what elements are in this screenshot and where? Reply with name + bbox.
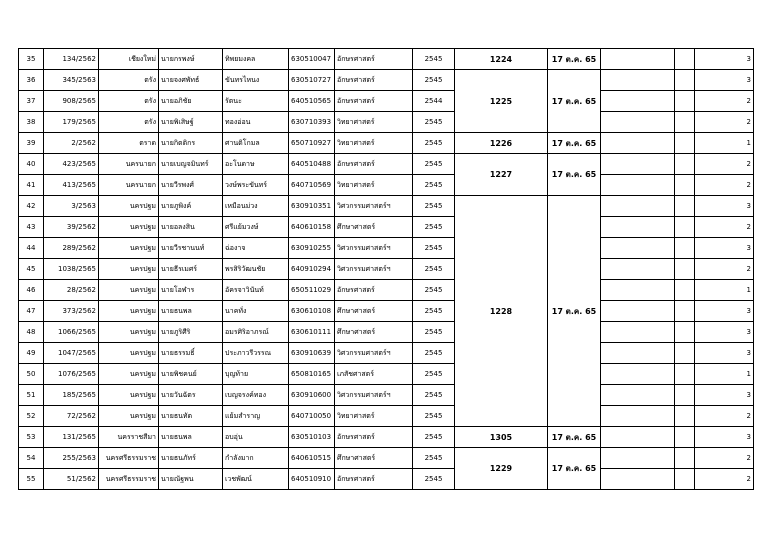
table-row xyxy=(19,133,754,154)
faculty-cell: เภสัชศาสตร์ xyxy=(335,364,413,385)
count-cell: 3 xyxy=(695,427,754,448)
province-cell: ตรัง xyxy=(99,70,159,91)
row-number-cell: 54 xyxy=(19,448,44,469)
row-number-cell: 44 xyxy=(19,238,44,259)
empty-cell-b xyxy=(675,343,695,364)
empty-cell-a xyxy=(601,427,675,448)
table-row xyxy=(19,469,754,490)
faculty-cell: อักษรศาสตร์ xyxy=(335,154,413,175)
count-cell: 2 xyxy=(695,112,754,133)
empty-cell-a xyxy=(601,448,675,469)
last-name-cell: เบญจรงค์ทอง xyxy=(223,385,289,406)
first-name-cell: นายภูริศีริ xyxy=(159,322,223,343)
table-row xyxy=(19,448,754,469)
group-date-cell: 17 ต.ค. 65 xyxy=(548,154,601,196)
table-row xyxy=(19,301,754,322)
student-id-cell: 650710927 xyxy=(289,133,335,154)
first-name-cell: นายธนพล xyxy=(159,301,223,322)
group-number-cell: 1224 xyxy=(455,49,548,70)
case-code-cell: 1038/2565 xyxy=(44,259,99,280)
faculty-cell: อักษรศาสตร์ xyxy=(335,469,413,490)
faculty-cell: อักษรศาสตร์ xyxy=(335,70,413,91)
table-row xyxy=(19,49,754,70)
last-name-cell: ฉ่องาจ xyxy=(223,238,289,259)
group-number-cell: 1226 xyxy=(455,133,548,154)
last-name-cell: อัครจาวินันท์ xyxy=(223,280,289,301)
table-row xyxy=(19,385,754,406)
year-cell: 2545 xyxy=(413,343,455,364)
student-id-cell: 630910351 xyxy=(289,196,335,217)
last-name-cell: นาคทั่ง xyxy=(223,301,289,322)
province-cell: นครปฐม xyxy=(99,259,159,280)
empty-cell-a xyxy=(601,259,675,280)
table-row xyxy=(19,343,754,364)
case-code-cell: 1076/2565 xyxy=(44,364,99,385)
empty-cell-b xyxy=(675,406,695,427)
faculty-cell: วิทยาศาสตร์ xyxy=(335,175,413,196)
year-cell: 2545 xyxy=(413,469,455,490)
year-cell: 2545 xyxy=(413,364,455,385)
empty-cell-b xyxy=(675,91,695,112)
count-cell: 2 xyxy=(695,175,754,196)
student-id-cell: 630510727 xyxy=(289,70,335,91)
province-cell: นครปฐม xyxy=(99,238,159,259)
empty-cell-a xyxy=(601,217,675,238)
student-id-cell: 630710393 xyxy=(289,112,335,133)
empty-cell-b xyxy=(675,133,695,154)
last-name-cell: ประภาวรีวรรณ xyxy=(223,343,289,364)
table-row xyxy=(19,154,754,175)
empty-cell-b xyxy=(675,427,695,448)
first-name-cell: นายธรรมธิ์ xyxy=(159,343,223,364)
faculty-cell: อักษรศาสตร์ xyxy=(335,427,413,448)
table-row xyxy=(19,238,754,259)
first-name-cell: นายภูพิงค์ xyxy=(159,196,223,217)
table-row xyxy=(19,196,754,217)
province-cell: ตราด xyxy=(99,133,159,154)
province-cell: ตรัง xyxy=(99,91,159,112)
year-cell: 2545 xyxy=(413,427,455,448)
year-cell: 2545 xyxy=(413,322,455,343)
row-number-cell: 49 xyxy=(19,343,44,364)
year-cell: 2545 xyxy=(413,175,455,196)
student-id-cell: 640710569 xyxy=(289,175,335,196)
row-number-cell: 47 xyxy=(19,301,44,322)
last-name-cell: เวชพัฒน์ xyxy=(223,469,289,490)
empty-cell-a xyxy=(601,175,675,196)
count-cell: 3 xyxy=(695,49,754,70)
empty-cell-b xyxy=(675,112,695,133)
year-cell: 2545 xyxy=(413,154,455,175)
student-id-cell: 640610515 xyxy=(289,448,335,469)
empty-cell-b xyxy=(675,238,695,259)
empty-cell-b xyxy=(675,175,695,196)
province-cell: นครปฐม xyxy=(99,301,159,322)
province-cell: เชียงใหม่ xyxy=(99,49,159,70)
first-name-cell: นายวันฉัตร xyxy=(159,385,223,406)
empty-cell-a xyxy=(601,91,675,112)
student-id-cell: 630910639 xyxy=(289,343,335,364)
group-date-cell: 17 ต.ค. 65 xyxy=(548,133,601,154)
table-row xyxy=(19,427,754,448)
group-date-cell: 17 ต.ค. 65 xyxy=(548,70,601,133)
case-code-cell: 39/2562 xyxy=(44,217,99,238)
first-name-cell: นายกรพงษ์ xyxy=(159,49,223,70)
case-code-cell: 131/2565 xyxy=(44,427,99,448)
case-code-cell: 1047/2565 xyxy=(44,343,99,364)
count-cell: 1 xyxy=(695,280,754,301)
last-name-cell: บุญท้าย xyxy=(223,364,289,385)
count-cell: 3 xyxy=(695,301,754,322)
faculty-cell: ศึกษาศาสตร์ xyxy=(335,322,413,343)
last-name-cell: อมรศิริอาภรณ์ xyxy=(223,322,289,343)
table-row xyxy=(19,259,754,280)
row-number-cell: 45 xyxy=(19,259,44,280)
first-name-cell: นายกิตติกร xyxy=(159,133,223,154)
faculty-cell: วิศวกรรมศาสตร์ฯ xyxy=(335,238,413,259)
student-id-cell: 640510488 xyxy=(289,154,335,175)
student-id-cell: 630910255 xyxy=(289,238,335,259)
province-cell: นครศรีธรรมราช xyxy=(99,448,159,469)
row-number-cell: 41 xyxy=(19,175,44,196)
faculty-cell: วิทยาศาสตร์ xyxy=(335,406,413,427)
row-number-cell: 46 xyxy=(19,280,44,301)
count-cell: 1 xyxy=(695,364,754,385)
case-code-cell: 345/2563 xyxy=(44,70,99,91)
empty-cell-a xyxy=(601,49,675,70)
year-cell: 2545 xyxy=(413,49,455,70)
case-code-cell: 134/2562 xyxy=(44,49,99,70)
table-row xyxy=(19,91,754,112)
empty-cell-a xyxy=(601,280,675,301)
year-cell: 2545 xyxy=(413,112,455,133)
student-id-cell: 650511029 xyxy=(289,280,335,301)
row-number-cell: 36 xyxy=(19,70,44,91)
count-cell: 3 xyxy=(695,343,754,364)
records-table xyxy=(18,48,754,490)
row-number-cell: 48 xyxy=(19,322,44,343)
count-cell: 1 xyxy=(695,133,754,154)
table-row xyxy=(19,70,754,91)
faculty-cell: ศึกษาศาสตร์ xyxy=(335,217,413,238)
case-code-cell: 373/2562 xyxy=(44,301,99,322)
faculty-cell: วิศวกรรมศาสตร์ฯ xyxy=(335,259,413,280)
empty-cell-b xyxy=(675,196,695,217)
row-number-cell: 53 xyxy=(19,427,44,448)
faculty-cell: อักษรศาสตร์ xyxy=(335,91,413,112)
province-cell: นครราชสีมา xyxy=(99,427,159,448)
row-number-cell: 50 xyxy=(19,364,44,385)
province-cell: นครปฐม xyxy=(99,343,159,364)
year-cell: 2545 xyxy=(413,301,455,322)
faculty-cell: วิศวกรรมศาสตร์ฯ xyxy=(335,196,413,217)
student-id-cell: 640910294 xyxy=(289,259,335,280)
row-number-cell: 39 xyxy=(19,133,44,154)
empty-cell-b xyxy=(675,364,695,385)
count-cell: 2 xyxy=(695,217,754,238)
row-number-cell: 55 xyxy=(19,469,44,490)
count-cell: 3 xyxy=(695,238,754,259)
last-name-cell: รัตนะ xyxy=(223,91,289,112)
province-cell: นครปฐม xyxy=(99,196,159,217)
province-cell: นครปฐม xyxy=(99,385,159,406)
empty-cell-b xyxy=(675,49,695,70)
empty-cell-a xyxy=(601,364,675,385)
empty-cell-a xyxy=(601,469,675,490)
last-name-cell: ทองอ่อน xyxy=(223,112,289,133)
group-number-cell: 1305 xyxy=(455,427,548,448)
last-name-cell: ศรีแย้มวงษ์ xyxy=(223,217,289,238)
empty-cell-a xyxy=(601,385,675,406)
student-id-cell: 630910600 xyxy=(289,385,335,406)
student-id-cell: 630510047 xyxy=(289,49,335,70)
empty-cell-b xyxy=(675,280,695,301)
empty-cell-a xyxy=(601,196,675,217)
first-name-cell: นายธนภัทร์ xyxy=(159,448,223,469)
count-cell: 2 xyxy=(695,259,754,280)
case-code-cell: 255/2563 xyxy=(44,448,99,469)
empty-cell-b xyxy=(675,301,695,322)
row-number-cell: 40 xyxy=(19,154,44,175)
student-id-cell: 640710050 xyxy=(289,406,335,427)
empty-cell-b xyxy=(675,154,695,175)
year-cell: 2545 xyxy=(413,70,455,91)
student-id-cell: 640610158 xyxy=(289,217,335,238)
empty-cell-a xyxy=(601,322,675,343)
year-cell: 2545 xyxy=(413,133,455,154)
last-name-cell: ศานติโกมล xyxy=(223,133,289,154)
last-name-cell: อบอุ่น xyxy=(223,427,289,448)
faculty-cell: ศึกษาศาสตร์ xyxy=(335,448,413,469)
student-id-cell: 630610108 xyxy=(289,301,335,322)
table-row xyxy=(19,280,754,301)
case-code-cell: 1066/2565 xyxy=(44,322,99,343)
student-id-cell: 640510565 xyxy=(289,91,335,112)
case-code-cell: 51/2562 xyxy=(44,469,99,490)
case-code-cell: 908/2565 xyxy=(44,91,99,112)
row-number-cell: 52 xyxy=(19,406,44,427)
empty-cell-b xyxy=(675,448,695,469)
faculty-cell: วิศวกรรมศาสตร์ฯ xyxy=(335,385,413,406)
faculty-cell: ศึกษาศาสตร์ xyxy=(335,301,413,322)
group-date-cell: 17 ต.ค. 65 xyxy=(548,448,601,490)
empty-cell-a xyxy=(601,301,675,322)
empty-cell-a xyxy=(601,343,675,364)
empty-cell-a xyxy=(601,154,675,175)
province-cell: นครปฐม xyxy=(99,364,159,385)
first-name-cell: นายเบญจมินทร์ xyxy=(159,154,223,175)
first-name-cell: นายโอฬาร xyxy=(159,280,223,301)
faculty-cell: อักษรศาสตร์ xyxy=(335,49,413,70)
row-number-cell: 37 xyxy=(19,91,44,112)
student-id-cell: 630510103 xyxy=(289,427,335,448)
student-id-cell: 650810165 xyxy=(289,364,335,385)
year-cell: 2545 xyxy=(413,196,455,217)
empty-cell-a xyxy=(601,70,675,91)
table-row xyxy=(19,217,754,238)
empty-cell-a xyxy=(601,133,675,154)
count-cell: 3 xyxy=(695,322,754,343)
province-cell: ตรัง xyxy=(99,112,159,133)
province-cell: นครปฐม xyxy=(99,280,159,301)
province-cell: นครนายก xyxy=(99,154,159,175)
group-number-cell: 1229 xyxy=(455,448,548,490)
group-number-cell: 1227 xyxy=(455,154,548,196)
first-name-cell: นายจงศพัทธ์ xyxy=(159,70,223,91)
province-cell: นครศรีธรรมราช xyxy=(99,469,159,490)
row-number-cell: 51 xyxy=(19,385,44,406)
year-cell: 2545 xyxy=(413,406,455,427)
faculty-cell: อักษรศาสตร์ xyxy=(335,280,413,301)
last-name-cell: กำลังมาก xyxy=(223,448,289,469)
empty-cell-b xyxy=(675,322,695,343)
table-row xyxy=(19,364,754,385)
last-name-cell: วงษ์พระขันทร์ xyxy=(223,175,289,196)
count-cell: 2 xyxy=(695,406,754,427)
empty-cell-a xyxy=(601,406,675,427)
row-number-cell: 35 xyxy=(19,49,44,70)
count-cell: 2 xyxy=(695,448,754,469)
first-name-cell: นายพิชคนย์ xyxy=(159,364,223,385)
group-date-cell: 17 ต.ค. 65 xyxy=(548,427,601,448)
first-name-cell: นายณัฐพน xyxy=(159,469,223,490)
table-body xyxy=(19,49,754,490)
empty-cell-a xyxy=(601,238,675,259)
table-row xyxy=(19,175,754,196)
count-cell: 2 xyxy=(695,154,754,175)
first-name-cell: นายธนพล xyxy=(159,427,223,448)
year-cell: 2545 xyxy=(413,385,455,406)
table-row xyxy=(19,322,754,343)
student-id-cell: 640510910 xyxy=(289,469,335,490)
table-row xyxy=(19,406,754,427)
first-name-cell: นายอลงสิน xyxy=(159,217,223,238)
row-number-cell: 43 xyxy=(19,217,44,238)
group-date-cell: 17 ต.ค. 65 xyxy=(548,196,601,427)
row-number-cell: 42 xyxy=(19,196,44,217)
count-cell: 2 xyxy=(695,91,754,112)
empty-cell-b xyxy=(675,259,695,280)
last-name-cell: แย้มสำราญ xyxy=(223,406,289,427)
year-cell: 2544 xyxy=(413,91,455,112)
empty-cell-a xyxy=(601,112,675,133)
province-cell: นครนายก xyxy=(99,175,159,196)
year-cell: 2545 xyxy=(413,217,455,238)
case-code-cell: 2/2562 xyxy=(44,133,99,154)
year-cell: 2545 xyxy=(413,238,455,259)
faculty-cell: วิทยาศาสตร์ xyxy=(335,112,413,133)
province-cell: นครปฐม xyxy=(99,322,159,343)
case-code-cell: 3/2563 xyxy=(44,196,99,217)
province-cell: นครปฐม xyxy=(99,217,159,238)
year-cell: 2545 xyxy=(413,280,455,301)
first-name-cell: นายวีรพงศ์ xyxy=(159,175,223,196)
first-name-cell: นายธนทัต xyxy=(159,406,223,427)
count-cell: 3 xyxy=(695,70,754,91)
first-name-cell: นายวีรชานนท์ xyxy=(159,238,223,259)
first-name-cell: นายอภิชัย xyxy=(159,91,223,112)
faculty-cell: วิศวกรรมศาสตร์ฯ xyxy=(335,343,413,364)
empty-cell-b xyxy=(675,70,695,91)
group-number-cell: 1225 xyxy=(455,70,548,133)
case-code-cell: 179/2565 xyxy=(44,112,99,133)
empty-cell-b xyxy=(675,385,695,406)
case-code-cell: 413/2565 xyxy=(44,175,99,196)
count-cell: 2 xyxy=(695,469,754,490)
case-code-cell: 423/2565 xyxy=(44,154,99,175)
count-cell: 3 xyxy=(695,385,754,406)
case-code-cell: 289/2562 xyxy=(44,238,99,259)
table-row xyxy=(19,112,754,133)
case-code-cell: 185/2565 xyxy=(44,385,99,406)
year-cell: 2545 xyxy=(413,448,455,469)
province-cell: นครปฐม xyxy=(99,406,159,427)
last-name-cell: อะโนดาษ xyxy=(223,154,289,175)
last-name-cell: ทิพยมงคล xyxy=(223,49,289,70)
group-number-cell: 1228 xyxy=(455,196,548,427)
group-date-cell: 17 ต.ค. 65 xyxy=(548,49,601,70)
first-name-cell: นายพิเสิษฐ์ xyxy=(159,112,223,133)
case-code-cell: 28/2562 xyxy=(44,280,99,301)
year-cell: 2545 xyxy=(413,259,455,280)
first-name-cell: นายธีรเมศร์ xyxy=(159,259,223,280)
case-code-cell: 72/2562 xyxy=(44,406,99,427)
last-name-cell: ขันทรไหนง xyxy=(223,70,289,91)
student-id-cell: 630610111 xyxy=(289,322,335,343)
faculty-cell: วิทยาศาสตร์ xyxy=(335,133,413,154)
last-name-cell: เหมือนม่วง xyxy=(223,196,289,217)
row-number-cell: 38 xyxy=(19,112,44,133)
last-name-cell: พรสิริวัฒนชัย xyxy=(223,259,289,280)
count-cell: 3 xyxy=(695,196,754,217)
empty-cell-b xyxy=(675,469,695,490)
empty-cell-b xyxy=(675,217,695,238)
